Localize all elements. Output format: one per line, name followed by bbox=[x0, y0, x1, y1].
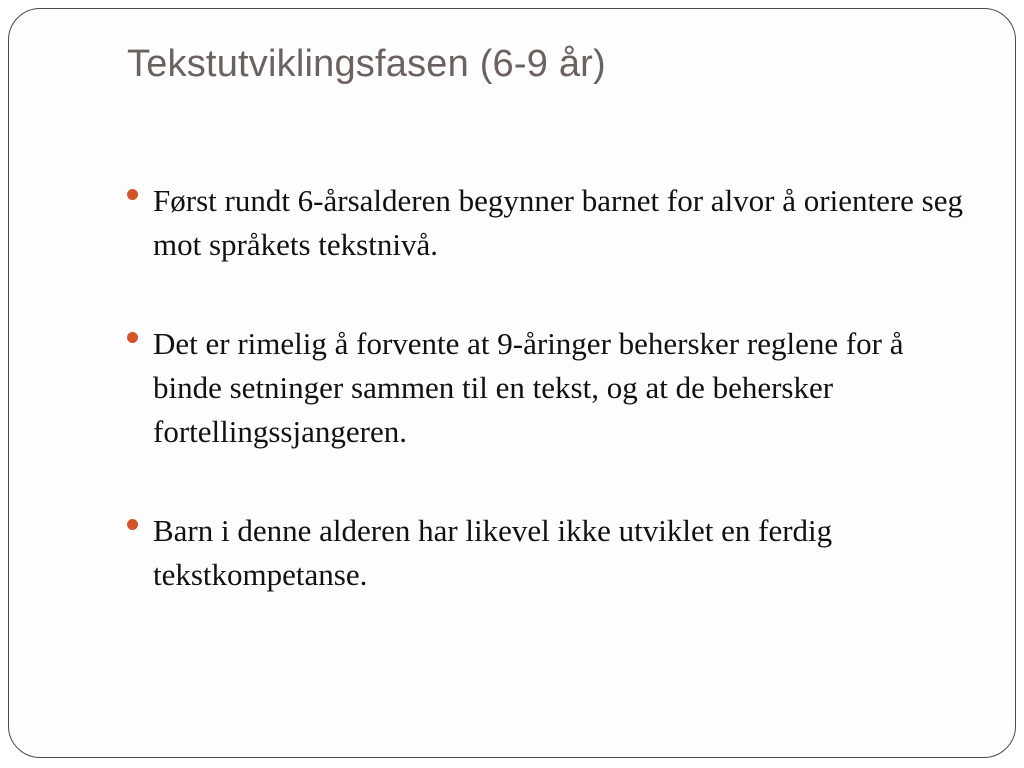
bullet-list bbox=[127, 179, 967, 652]
slide-title: Tekstutviklingsfasen (6-9 år) bbox=[127, 43, 606, 85]
bullet-text: Det er rimelig å forvente at 9-åringer behersker reglene for å binde setninger sammen til en tekst, og at de behersker fortellingssjangeren. bbox=[153, 326, 904, 449]
bullet-item bbox=[127, 322, 967, 454]
bullet-dot-icon bbox=[127, 189, 138, 200]
bullet-item bbox=[127, 509, 967, 597]
slide bbox=[8, 8, 1016, 758]
bullet-dot-icon bbox=[127, 332, 138, 343]
bullet-dot-icon bbox=[127, 519, 138, 530]
bullet-item bbox=[127, 179, 967, 267]
bullet-text: Først rundt 6-årsalderen begynner barnet for alvor å orientere seg mot språkets tekstnivå. bbox=[153, 183, 963, 262]
bullet-text: Barn i denne alderen har likevel ikke utviklet en ferdig tekstkompetanse. bbox=[153, 513, 833, 592]
